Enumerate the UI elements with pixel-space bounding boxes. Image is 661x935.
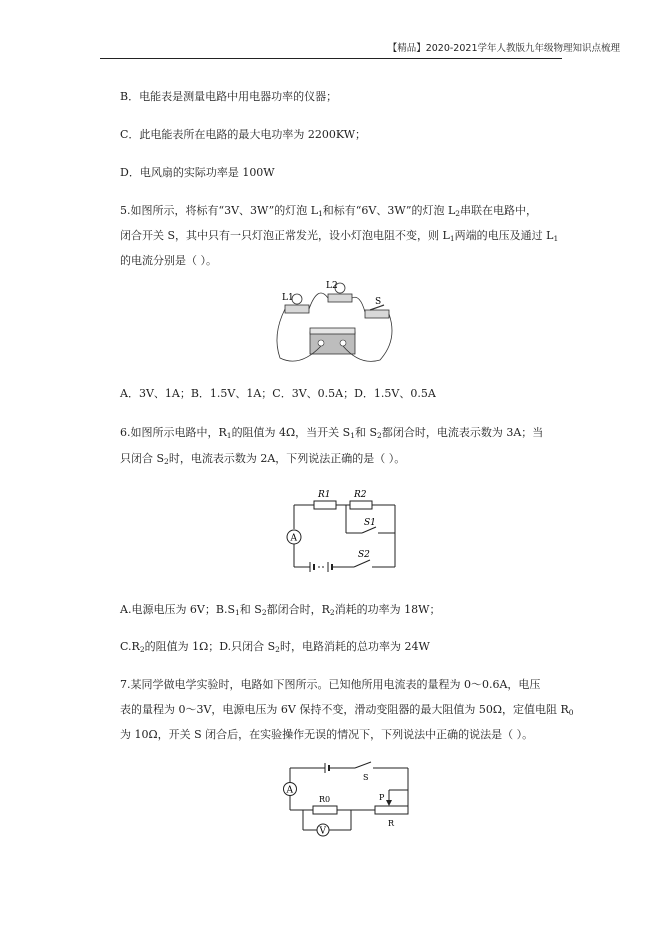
figure-7-circuit [275, 760, 415, 845]
option-c-line: C．此电能表所在电路的最大电功率为 2200KW； [120, 128, 367, 141]
rheostat-r [375, 806, 408, 814]
figure-5-circuit [270, 280, 400, 370]
wire-l2-switch [352, 297, 365, 312]
resistor-r2 [350, 501, 372, 509]
ammeter-label: A [286, 785, 293, 796]
option-d-line: D．电风扇的实际功率是 100W [120, 166, 275, 179]
battery-terminal-pos [340, 340, 346, 346]
question-6-options-2: C.R2的阻值为 1Ω；D.只闭合 S2时，电路消耗的总功率为 24W [120, 640, 430, 654]
label-s1: S1 [364, 518, 376, 528]
option-b-line: B．电能表是测量电路中用电器功率的仪器； [120, 90, 338, 103]
question-6-line-2: 只闭合 S2时，电流表示数为 2A，下列说法正确的是（ ）。 [120, 452, 406, 466]
switch-s [355, 762, 371, 768]
page-header: 【精品】2020-2021学年人教版九年级物理知识点梳理 [387, 43, 620, 54]
lamp-l2-base [328, 294, 352, 302]
label-l1: L1 [282, 293, 294, 303]
battery-terminal-neg [318, 340, 324, 346]
wire-l1-l2 [309, 293, 328, 309]
battery-top [310, 328, 355, 334]
switch-base [365, 310, 389, 318]
ammeter-label: A [290, 533, 297, 544]
question-7-line-3: 为 10Ω，开关 S 闭合后，在实验操作无误的情况下，下列说法中正确的说法是（ ）。 [120, 728, 534, 741]
label-r1: R1 [318, 490, 331, 500]
header-rule [100, 58, 562, 59]
question-5-line-1: 5.如图所示，将标有“3V、3W”的灯泡 L1和标有“6V、3W”的灯泡 L2串联在电路中， [120, 204, 538, 218]
label-r0: R0 [319, 795, 331, 804]
question-7-line-2: 表的量程为 0～3V，电源电压为 6V 保持不变，滑动变阻器的最大阻值为 50Ω，定值电阻 R0 [120, 703, 574, 717]
voltmeter-label: V [319, 826, 326, 837]
question-5-line-2: 闭合开关 S，其中只有一只灯泡正常发光，设小灯泡电阻不变，则 L1两端的电压及通过 L1 [120, 229, 559, 243]
battery-box [310, 332, 355, 354]
question-5-line-3: 的电流分别是（ ）。 [120, 254, 217, 267]
switch-s2 [354, 560, 370, 567]
slider-p-arrow [386, 800, 392, 806]
label-p: P [379, 793, 385, 802]
question-6-options-1: A.电源电压为 6V；B.S1和 S2都闭合时，R2消耗的功率为 18W； [120, 603, 441, 617]
label-r: R [388, 819, 395, 828]
label-r2: R2 [354, 490, 367, 500]
label-s: S [375, 297, 382, 307]
resistor-r1 [314, 501, 336, 509]
question-6-line-1: 6.如图所示电路中，R1的阻值为 4Ω，当开关 S1和 S2都闭合时，电流表示数为 3A；当 [120, 426, 544, 440]
label-l2: L2 [326, 281, 338, 291]
resistor-r0 [313, 806, 337, 814]
label-s: S [363, 773, 369, 782]
figure-6-circuit [280, 485, 410, 575]
lamp-l1-base [285, 305, 309, 313]
question-5-options: A．3V、1A；B．1.5V、1A；C．3V、0.5A；D．1.5V、0.5A [120, 387, 436, 400]
label-s2: S2 [358, 550, 370, 560]
question-7-line-1: 7.某同学做电学实验时，电路如下图所示。已知他所用电流表的量程为 0～0.6A，电压 [120, 678, 541, 691]
